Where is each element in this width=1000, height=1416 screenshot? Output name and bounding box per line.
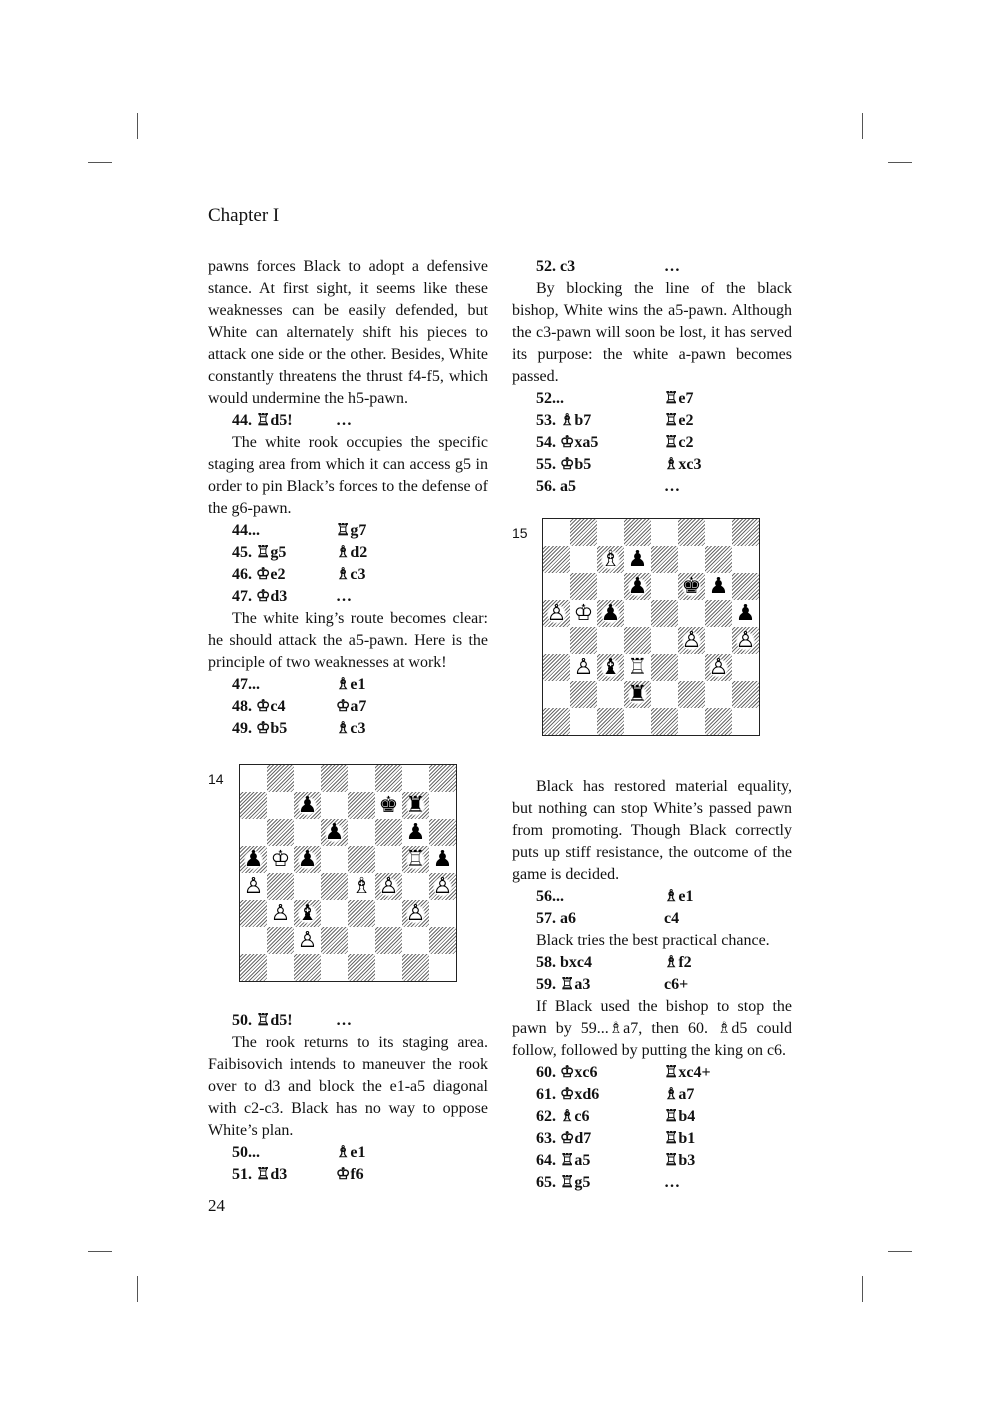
board-square <box>570 519 597 546</box>
board-square <box>429 954 456 981</box>
board-square <box>597 654 624 681</box>
board-square <box>375 819 402 846</box>
board-square <box>597 546 624 573</box>
board-square <box>294 900 321 927</box>
board-square <box>294 765 321 792</box>
board-square <box>294 927 321 954</box>
black-move: ♖e7 <box>664 390 694 407</box>
board-square <box>240 765 267 792</box>
black-move: ♔f6 <box>336 1166 364 1183</box>
board-square <box>678 573 705 600</box>
black-move: … <box>336 412 352 429</box>
black-pawn-icon: ♟ <box>735 600 756 626</box>
move-row <box>208 564 488 586</box>
crop-mark <box>88 1251 112 1252</box>
move-row <box>208 520 488 542</box>
white-pawn-icon: ♙ <box>546 600 567 626</box>
black-pawn-icon: ♟ <box>708 573 729 599</box>
board-square <box>429 765 456 792</box>
board-square <box>705 654 732 681</box>
move-row <box>512 1128 792 1150</box>
board-square <box>732 681 759 708</box>
white-move: 46. ♔e2 <box>232 566 286 583</box>
left-column <box>208 256 488 1186</box>
board-square <box>294 873 321 900</box>
board-square <box>597 708 624 735</box>
board-square <box>732 519 759 546</box>
board-square <box>678 627 705 654</box>
white-pawn-icon: ♙ <box>297 927 318 953</box>
white-move: 44. ♖d5! <box>232 412 293 429</box>
black-move: ♗e1 <box>664 888 694 905</box>
chess-board <box>239 764 457 982</box>
board-square <box>429 927 456 954</box>
board-square <box>267 954 294 981</box>
chess-board <box>542 518 760 736</box>
crop-mark <box>888 1251 912 1252</box>
white-move: 63. ♔d7 <box>536 1130 592 1147</box>
board-square <box>705 573 732 600</box>
board-square <box>651 654 678 681</box>
paragraph: The white rook occupies the specific staging area from which it can access g5 in order to pin Black’s forces to the defense of the g6-pawn. <box>208 434 488 517</box>
board-square <box>402 927 429 954</box>
move-row <box>512 974 792 996</box>
board-square <box>348 900 375 927</box>
move-row <box>208 410 488 432</box>
board-square <box>321 900 348 927</box>
board-square <box>678 519 705 546</box>
black-move: ♔a7 <box>336 698 367 715</box>
move-row <box>208 542 488 564</box>
move-row <box>512 388 792 410</box>
black-move: ♗xc3 <box>664 456 702 473</box>
white-move: 50... <box>232 1144 260 1161</box>
black-pawn-icon: ♟ <box>627 546 648 572</box>
black-pawn-icon: ♟ <box>297 846 318 872</box>
right-column <box>512 256 792 1194</box>
board-square <box>543 654 570 681</box>
board-square <box>267 846 294 873</box>
white-move: 57. a6 <box>536 910 576 927</box>
board-square <box>348 954 375 981</box>
black-move: ♗d2 <box>336 544 368 561</box>
board-square <box>402 873 429 900</box>
board-square <box>570 546 597 573</box>
board-square <box>705 546 732 573</box>
crop-mark <box>137 1276 138 1302</box>
black-move: ♗a7 <box>664 1086 695 1103</box>
move-row <box>208 586 488 608</box>
black-pawn-icon: ♟ <box>243 846 264 872</box>
board-square <box>240 819 267 846</box>
board-square <box>678 708 705 735</box>
board-square <box>321 819 348 846</box>
white-pawn-icon: ♙ <box>378 873 399 899</box>
board-square <box>240 954 267 981</box>
board-square <box>624 600 651 627</box>
white-move: 56. a5 <box>536 478 576 495</box>
board-square <box>402 819 429 846</box>
board-square <box>705 708 732 735</box>
white-king-icon: ♔ <box>573 600 594 626</box>
board-square <box>543 708 570 735</box>
board-square <box>705 681 732 708</box>
board-square <box>375 765 402 792</box>
white-pawn-icon: ♙ <box>243 873 264 899</box>
board-square <box>267 792 294 819</box>
move-list <box>208 520 488 608</box>
white-pawn-icon: ♙ <box>270 900 291 926</box>
black-move: ♗e1 <box>336 676 366 693</box>
chess-diagram-15 <box>512 516 792 776</box>
black-king-icon: ♚ <box>681 573 702 599</box>
paragraph: Black has restored material equality, but nothing can stop White’s passed pawn from promoting. Though Black correctly puts up stiff resistance, the outcome of the game is decided. <box>512 778 792 883</box>
white-pawn-icon: ♙ <box>681 627 702 653</box>
black-rook-icon: ♜ <box>405 792 426 818</box>
board-square <box>429 792 456 819</box>
board-square <box>321 792 348 819</box>
board-square <box>429 900 456 927</box>
board-square <box>732 600 759 627</box>
white-move: 52... <box>536 390 564 407</box>
board-square <box>651 600 678 627</box>
move-row <box>512 1062 792 1084</box>
crop-mark <box>888 162 912 163</box>
board-square <box>402 846 429 873</box>
board-square <box>375 792 402 819</box>
white-bishop-icon: ♗ <box>351 873 372 899</box>
black-bishop-icon: ♝ <box>600 654 621 680</box>
white-move: 48. ♔c4 <box>232 698 286 715</box>
board-square <box>375 900 402 927</box>
board-square <box>732 708 759 735</box>
black-move: ♖b3 <box>664 1152 696 1169</box>
board-square <box>705 519 732 546</box>
board-square <box>705 627 732 654</box>
board-square <box>597 627 624 654</box>
board-square <box>678 546 705 573</box>
black-pawn-icon: ♟ <box>600 600 621 626</box>
black-pawn-icon: ♟ <box>405 819 426 845</box>
board-square <box>597 600 624 627</box>
board-square <box>429 846 456 873</box>
white-move: 56... <box>536 888 564 905</box>
white-move: 51. ♖d3 <box>232 1166 288 1183</box>
board-square <box>597 681 624 708</box>
board-square <box>375 954 402 981</box>
black-move: c6+ <box>664 976 689 993</box>
white-pawn-icon: ♙ <box>735 627 756 653</box>
board-square <box>651 519 678 546</box>
white-move: 49. ♔b5 <box>232 720 288 737</box>
board-square <box>267 900 294 927</box>
move-row <box>512 1106 792 1128</box>
move-list <box>512 886 792 930</box>
board-square <box>624 546 651 573</box>
white-move: 55. ♔b5 <box>536 456 592 473</box>
board-square <box>348 873 375 900</box>
black-king-icon: ♚ <box>378 792 399 818</box>
board-square <box>624 681 651 708</box>
move-row <box>512 410 792 432</box>
white-pawn-icon: ♙ <box>432 873 453 899</box>
paragraph: By blocking the line of the black bishop, White wins the a5-pawn. Although the c3-pawn will soon be lost, it has served its purpose: the white a-pawn becomes passed. <box>512 280 792 385</box>
black-pawn-icon: ♟ <box>627 573 648 599</box>
board-square <box>240 873 267 900</box>
black-rook-icon: ♜ <box>627 681 648 707</box>
white-pawn-icon: ♙ <box>405 900 426 926</box>
white-move: 62. ♗c6 <box>536 1108 590 1125</box>
board-square <box>240 846 267 873</box>
board-square <box>597 573 624 600</box>
board-square <box>651 546 678 573</box>
board-square <box>375 846 402 873</box>
move-row <box>512 256 792 278</box>
black-move: ♖xc4+ <box>664 1064 711 1081</box>
white-bishop-icon: ♗ <box>600 546 621 572</box>
move-row <box>512 908 792 930</box>
white-king-icon: ♔ <box>270 846 291 872</box>
board-square <box>402 765 429 792</box>
board-square <box>624 627 651 654</box>
move-row <box>512 1084 792 1106</box>
black-move: ♖b1 <box>664 1130 696 1147</box>
board-square <box>651 573 678 600</box>
board-square <box>402 954 429 981</box>
black-move: ♖g7 <box>336 522 367 539</box>
move-row <box>208 1164 488 1186</box>
white-move: 47... <box>232 676 260 693</box>
board-square <box>570 708 597 735</box>
white-move: 59. ♖a3 <box>536 976 591 993</box>
board-square <box>240 927 267 954</box>
board-square <box>267 927 294 954</box>
board-square <box>294 954 321 981</box>
board-square <box>321 765 348 792</box>
board-square <box>732 546 759 573</box>
white-move: 65. ♖g5 <box>536 1174 591 1191</box>
white-move: 58. bxc4 <box>536 954 592 971</box>
diagram-number: 14 <box>208 771 224 787</box>
black-move: … <box>664 478 680 495</box>
board-square <box>375 873 402 900</box>
black-pawn-icon: ♟ <box>432 846 453 872</box>
move-row <box>208 1010 488 1032</box>
move-row <box>512 454 792 476</box>
board-square <box>294 819 321 846</box>
move-row <box>208 696 488 718</box>
board-square <box>267 765 294 792</box>
move-row <box>512 432 792 454</box>
paragraph: Black tries the best practical chance. <box>536 932 770 949</box>
board-square <box>678 600 705 627</box>
board-square <box>651 708 678 735</box>
crop-mark <box>137 113 138 139</box>
black-move: ♗c3 <box>336 566 366 583</box>
board-square <box>543 546 570 573</box>
move-row <box>512 1172 792 1194</box>
crop-mark <box>88 162 112 163</box>
board-square <box>570 573 597 600</box>
black-move: ♗f2 <box>664 954 692 971</box>
black-pawn-icon: ♟ <box>297 792 318 818</box>
board-square <box>240 792 267 819</box>
white-move: 52. c3 <box>536 258 576 275</box>
move-list <box>512 1062 792 1194</box>
move-row <box>208 674 488 696</box>
black-move: … <box>664 1174 680 1191</box>
white-move: 47. ♔d3 <box>232 588 288 605</box>
board-square <box>321 927 348 954</box>
move-list <box>512 388 792 498</box>
paragraph: pawns forces Black to adopt a defensive stance. At first sight, it seems like these weaknesses can be easily defended, but White can alternately shift his pieces to attack one side or the other. Besides, White constantly threatens the thrust f4-f5, which would undermine the h5-pawn. <box>208 258 488 407</box>
board-square <box>678 681 705 708</box>
board-square <box>321 873 348 900</box>
page-number: 24 <box>208 1196 225 1215</box>
board-square <box>570 681 597 708</box>
black-move: ♖e2 <box>664 412 694 429</box>
board-square <box>678 654 705 681</box>
board-square <box>348 819 375 846</box>
board-square <box>402 792 429 819</box>
board-square <box>321 954 348 981</box>
board-square <box>651 681 678 708</box>
move-list <box>512 952 792 996</box>
black-bishop-icon: ♝ <box>297 900 318 926</box>
board-square <box>597 519 624 546</box>
white-move: 45. ♖g5 <box>232 544 287 561</box>
white-rook-icon: ♖ <box>627 654 648 680</box>
board-square <box>624 519 651 546</box>
board-square <box>543 573 570 600</box>
move-row <box>512 1150 792 1172</box>
board-square <box>348 765 375 792</box>
board-square <box>543 627 570 654</box>
black-pawn-icon: ♟ <box>324 819 345 845</box>
white-move: 44... <box>232 522 260 539</box>
move-row <box>512 476 792 498</box>
white-pawn-icon: ♙ <box>708 654 729 680</box>
board-square <box>624 573 651 600</box>
board-square <box>267 819 294 846</box>
black-move: … <box>336 588 352 605</box>
board-square <box>705 600 732 627</box>
move-list <box>208 1142 488 1186</box>
board-square <box>348 846 375 873</box>
white-move: 60. ♔xc6 <box>536 1064 598 1081</box>
board-square <box>651 627 678 654</box>
move-row <box>512 952 792 974</box>
black-move: ♗c3 <box>336 720 366 737</box>
board-square <box>570 627 597 654</box>
board-square <box>321 846 348 873</box>
board-square <box>732 573 759 600</box>
board-square <box>294 846 321 873</box>
paragraph: The white king’s route becomes clear: he should attack the a5-pawn. Here is the principle of two weaknesses at work! <box>208 610 488 671</box>
chess-diagram-14 <box>208 762 488 1010</box>
white-move: 50. ♖d5! <box>232 1012 293 1029</box>
board-square <box>624 708 651 735</box>
board-square <box>570 600 597 627</box>
board-square <box>543 600 570 627</box>
move-row <box>208 1142 488 1164</box>
board-square <box>348 927 375 954</box>
black-move: ♖c2 <box>664 434 694 451</box>
move-row <box>208 718 488 740</box>
board-square <box>429 819 456 846</box>
chapter-header: Chapter I <box>208 205 280 226</box>
board-square <box>543 681 570 708</box>
black-move: … <box>664 258 680 275</box>
black-move: c4 <box>664 910 680 927</box>
diagram-number: 15 <box>512 525 528 541</box>
crop-mark <box>862 1276 863 1302</box>
board-square <box>429 873 456 900</box>
move-row <box>512 886 792 908</box>
white-move: 64. ♖a5 <box>536 1152 591 1169</box>
white-pawn-icon: ♙ <box>573 654 594 680</box>
board-square <box>732 654 759 681</box>
board-square <box>624 654 651 681</box>
black-move: … <box>336 1012 352 1029</box>
crop-mark <box>862 113 863 139</box>
board-square <box>543 519 570 546</box>
white-move: 54. ♔xa5 <box>536 434 599 451</box>
move-list <box>208 674 488 740</box>
paragraph: If Black used the bishop to stop the pawn by 59...♗a7, then 60. ♗d5 could follow, followed by putting the king on c6. <box>512 998 792 1059</box>
paragraph: The rook returns to its staging area. Faibisovich intends to maneuver the rook over to d3 and block the e1-a5 diagonal with c2-c3. Black has no way to oppose White’s plan. <box>208 1034 488 1139</box>
black-move: ♖b4 <box>664 1108 696 1125</box>
board-square <box>570 654 597 681</box>
white-rook-icon: ♖ <box>405 846 426 872</box>
board-square <box>402 900 429 927</box>
white-move: 61. ♔xd6 <box>536 1086 600 1103</box>
board-square <box>240 900 267 927</box>
board-square <box>348 792 375 819</box>
white-move: 53. ♗b7 <box>536 412 592 429</box>
board-square <box>294 792 321 819</box>
board-square <box>732 627 759 654</box>
board-square <box>267 873 294 900</box>
black-move: ♗e1 <box>336 1144 366 1161</box>
board-square <box>375 927 402 954</box>
